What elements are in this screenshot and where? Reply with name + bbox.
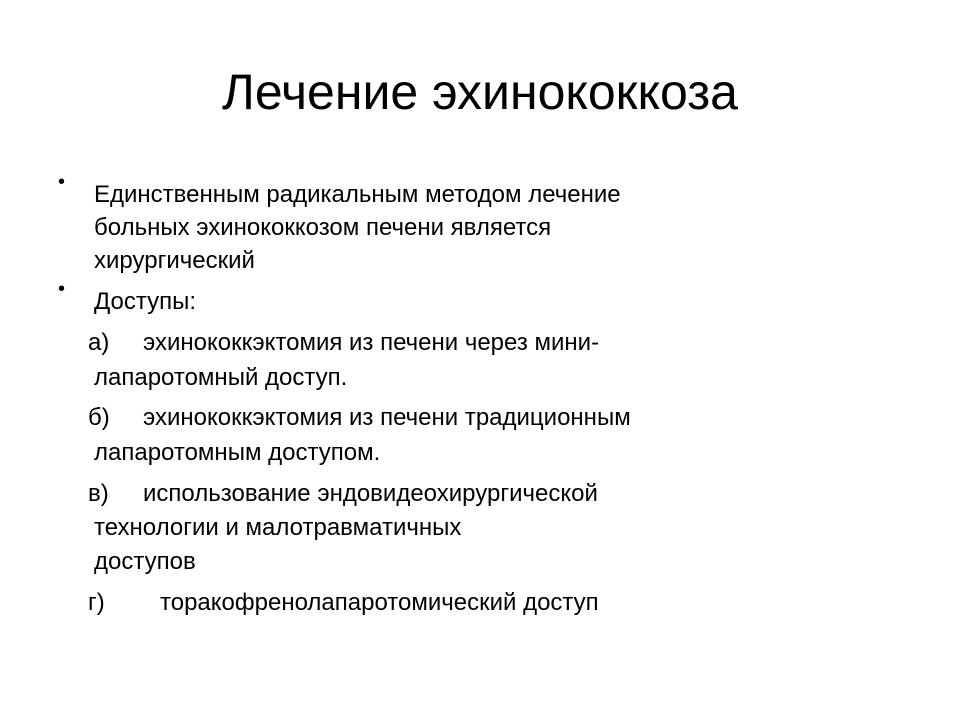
bullet-marker: •	[58, 278, 66, 300]
access-item-marker: в)	[88, 480, 109, 507]
access-item-text: лапаротомным доступом.	[94, 439, 381, 466]
bullet-item-access	[94, 285, 894, 318]
bullet-marker: •	[58, 171, 66, 193]
access-item-marker: г)	[88, 589, 105, 616]
access-item-marker: б)	[88, 404, 110, 431]
access-item-text: торакофренолапаротомический доступ	[160, 589, 599, 616]
access-item-marker: а)	[88, 329, 110, 356]
access-item-text: эхинококкэктомия из печени традиционным	[143, 404, 631, 431]
bullet-line: хирургический	[94, 247, 255, 274]
slide-title: Лечение эхинококкоза	[222, 64, 738, 120]
access-item-text: использование эндовидеохирургической	[143, 480, 598, 507]
access-item-text: технологии и малотравматичных	[94, 514, 462, 541]
access-item-text: лапаротомный доступ.	[94, 364, 348, 391]
bullet-item-radical-method	[94, 178, 894, 277]
bullet-line: Доступы:	[94, 288, 197, 315]
access-item-text: доступов	[94, 548, 196, 575]
bullet-line: больных эхинококкозом печени является	[94, 214, 552, 241]
access-item-text: эхинококкэктомия из печени через мини-	[143, 329, 600, 356]
bullet-line: Единственным радикальным методом лечение	[94, 181, 621, 208]
